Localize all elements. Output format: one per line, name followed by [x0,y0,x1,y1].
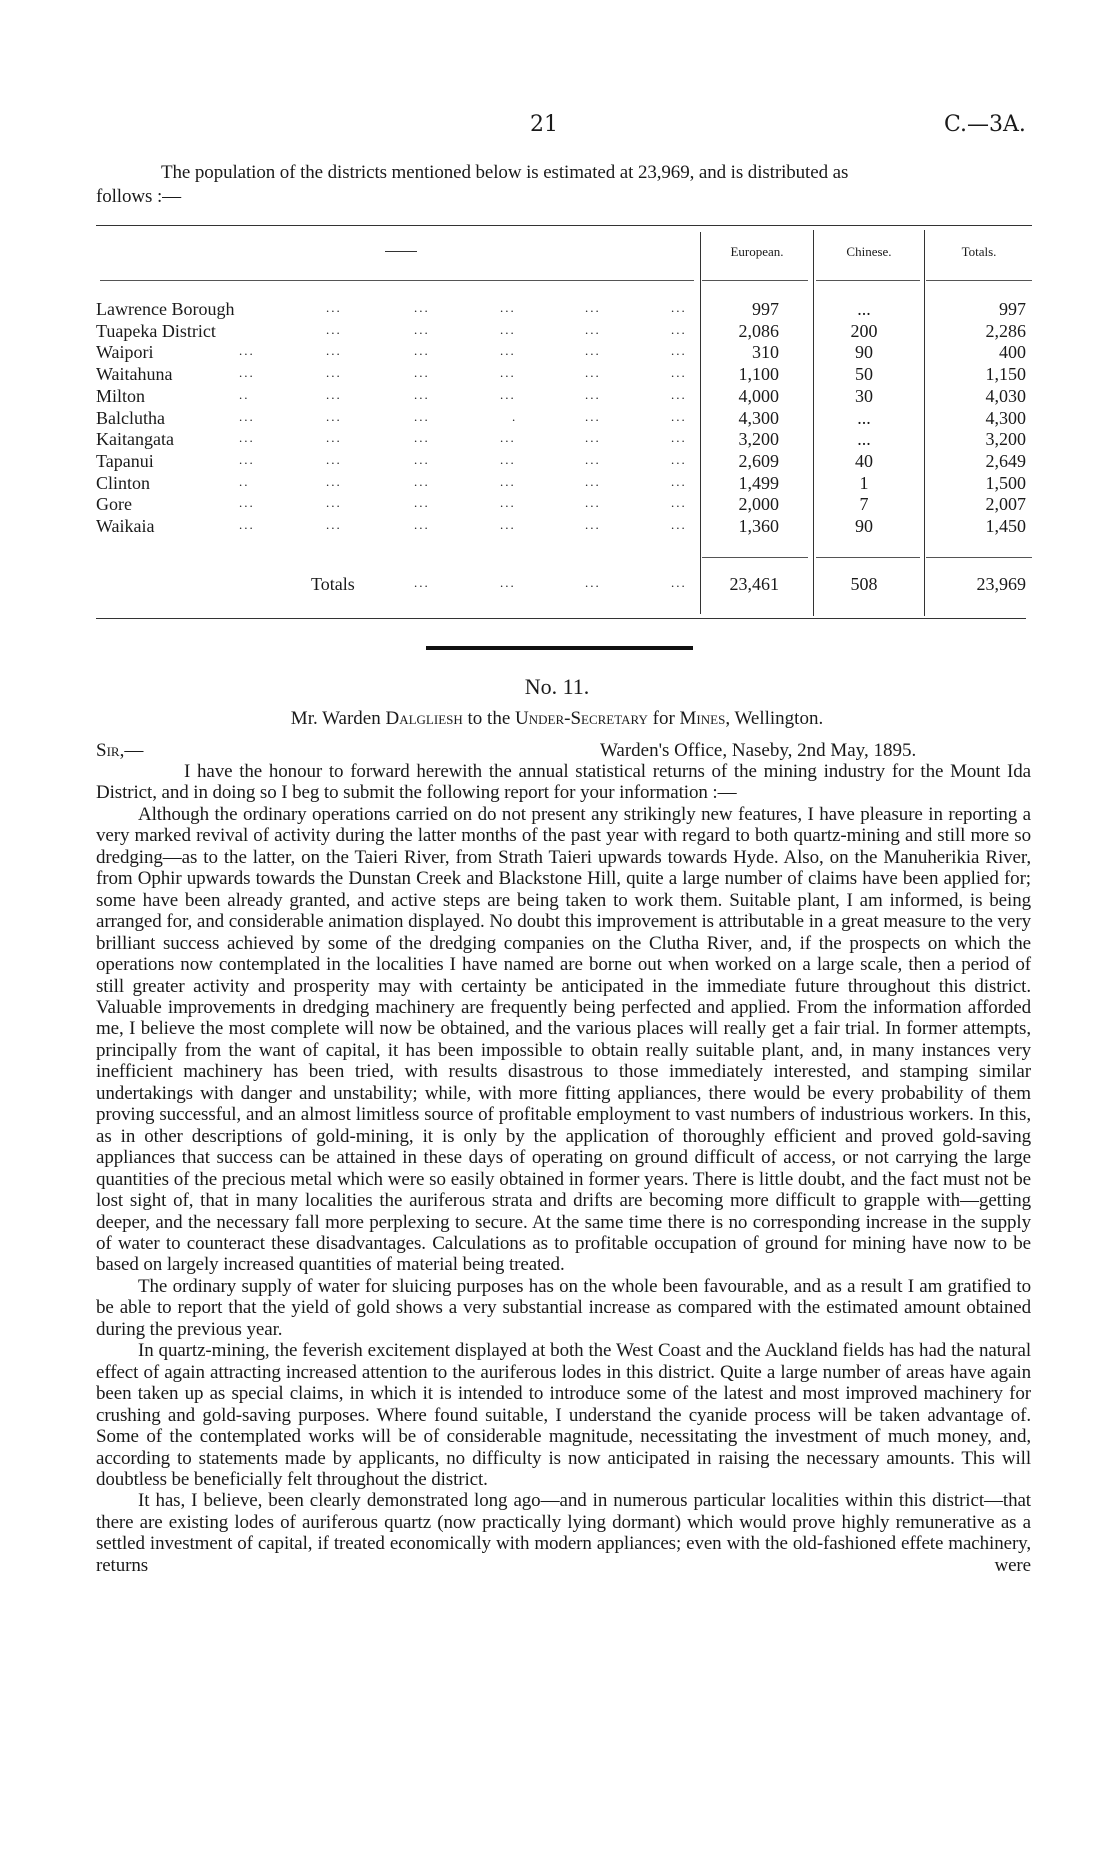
totals-label: Totals [311,574,355,594]
district-name: Waikaia [96,516,155,536]
section-divider [426,646,693,650]
chinese-value: 90 [855,342,873,363]
european-value: 1,360 [738,516,779,536]
page-number: 21 [530,112,558,137]
document-reference: C.—3A. [944,112,1026,137]
department: Mines [679,708,726,729]
chinese-value: ... [857,407,871,428]
european-value: 997 [752,299,779,319]
table-row: Kaitangata ... ... ... ... ... ... 3,200 ... 3,200 [96,429,1026,450]
total-value: 400 [999,342,1026,363]
totals-rule-european [702,557,808,558]
intro-text [96,162,1032,183]
district-name: Tapanui [96,450,154,471]
table-row: Lawrence Borough ... ... ... ... ... 997 ... 997 [96,299,1026,319]
table-top-rule [96,225,1032,226]
european-value: 310 [752,342,779,363]
totals-rule-chinese [816,557,920,558]
office-and-date: Warden's Office, Naseby, 2nd May, 1895. [600,740,917,761]
header-rule-district [100,280,694,281]
total-value: 1,500 [985,472,1026,493]
table-bottom-rule [96,618,1026,619]
table-row: Tuapeka District ... ... ... ... ... 2,086 200 2,286 [96,320,1026,341]
recipient-title: Under-Secretary [515,708,648,729]
total-value: 4,030 [985,385,1026,406]
heading-text: for [647,708,680,729]
total-value: 4,300 [985,407,1026,428]
paragraph: Although the ordinary operations carried on do not present any strikingly new features, I have pleasure in reporting a very marked revival of activity during the latter months of the past year with regard to both quartz-mining and still more so dredging—as to the latter, on the Taieri River, from Strath Taieri upwards towards Hyde. Also, on the Manuherikia River, from Ophir upwards towards the Dunstan Creek and Blackstone Hill, quite a large number of claims have been applied for; some have been already granted, and active steps are being taken to work them. Suitable plant, I am informed, is being arranged for, and considerable animation displayed. No doubt this improvement is attributable in a great measure to the very brilliant success achieved by some of the dredging companies on the Clutha River, and, if the prospects on which the operations now contemplated in the localities I have named are borne out when worked on a large scale, then a period of still greater activity and prosperity may with certainty be anticipated in the immediate future throughout this district. Valuable improvements in dredging machinery are frequently being perfected and applied. From the information afforded me, I believe the most complete will now be obtained, and the various places will really get a fair trial. In former attempts, principally from the want of capital, it has been impossible to obtain really suitable plant, and, in many instances very inefficient machinery has been tried, with results disastrous to those immediately interested, and stamping similar undertakings with danger and unstability; while, with more fitting appliances, there would be every probability of them proving successful, and an almost limitless source of profitable employment to vast numbers of industrious workers. In this, as in other descriptions of gold-mining, it is only by the application of thoroughly efficient and proved gold-saving appliances that success can be attained in these days of operating on ground difficult of access, or not carrying the large quantities of the precious metal which were so easily obtained in former years. There is little doubt, and the fact must not be lost sight of, that in many localities the auriferous strata and drifts are becoming more difficult to grapple with—getting deeper, and the necessary fall more perplexing to secure. At the same time there is no corresponding increase in the supply of water to counteract these disadvantages. Calculations as to profitable occupation of ground for mining have now to be based on largely increased quantities of material being treated. [96,803,1031,1276]
district-name: Waipori [96,342,154,363]
european-total: 23,461 [729,574,779,594]
sender-name: Dalgliesh [385,708,463,729]
column-header-european: European. [730,244,784,259]
total-value: 997 [999,299,1026,319]
european-value: 2,609 [738,450,779,471]
chinese-value: 50 [855,364,873,385]
district-name: Waitahuna [96,364,173,385]
total-value: 2,286 [985,320,1026,341]
chinese-value: 30 [855,385,873,406]
district-name: Tuapeka District [96,320,216,341]
column-header-totals: Totals. [961,244,997,259]
total-value: 1,450 [985,516,1026,536]
total-value: 2,649 [985,450,1026,471]
heading-text: Mr. Warden [290,708,386,729]
letter-number: No. 11. [524,674,590,699]
column-header-chinese: Chinese. [846,244,892,259]
table-row: Waipori ... ... ... ... ... ... 310 90 400 [96,342,1026,363]
totals-rule-totals [926,557,1032,558]
chinese-value: ... [857,299,871,319]
european-value: 1,499 [738,472,779,493]
district-name: Balclutha [96,407,165,428]
district-name: Kaitangata [96,429,174,450]
chinese-value: 1 [859,472,869,493]
salutation: Sir,— [96,740,144,761]
european-value: 4,000 [738,385,779,406]
grand-total: 23,969 [976,574,1026,594]
european-value: 2,086 [738,320,779,341]
district-name: Milton [96,385,146,406]
intro-line-2: follows :— [96,186,182,207]
european-value: 2,000 [738,494,779,515]
table-row: Waikaia ... ... ... ... ... ... 1,360 90 1,450 [96,516,1026,536]
header-rule-totals [926,280,1032,281]
european-value: 3,200 [738,429,779,450]
heading-text: , Wellington. [725,708,824,729]
european-value: 4,300 [738,407,779,428]
paragraph: I have the honour to forward herewith the annual statistical returns of the mining industry for the Mount Ida District, and in doing so I beg to submit the following report for your information :— [96,761,1031,804]
paragraph: The ordinary supply of water for sluicing purposes has on the whole been favourable, and as a result I am gratified to be able to report that the yield of gold shows a very substantial increase as compared with the estimated amount obtained during the previous year. [96,1275,1031,1340]
paragraph: In quartz-mining, the feverish excitement displayed at both the West Coast and the Auckland fields has had the natural effect of again attracting increased attention to the auriferous lodes in this district. Quite a large number of areas have again been taken up as special claims, in which it is intended to introduce some of the latest and most improved machinery for crushing and gold-saving purposes. Where found suitable, I understand the cyanide process will be taken advantage of. Some of the contemplated works will be of considerable magnitude, necessitating the investment of much money, and, according to statements made by applicants, no difficulty is now anticipated in raising the necessary amounts. This will doubtless be beneficially felt throughout the district. [96,1340,1031,1490]
chinese-value: 200 [850,320,878,341]
chinese-value: 7 [859,494,869,515]
chinese-total: 508 [850,574,878,594]
european-value: 1,100 [738,364,779,385]
table-row: Balclutha ... ... ... . ... ... 4,300 ... 4,300 [96,407,1026,428]
totals-row: Totals ... ... ... ... 23,461 508 23,969 [311,574,1026,594]
header-rule-chinese [816,280,920,281]
letter-heading [0,708,1114,730]
district-name: Clinton [96,472,151,493]
table-row: Gore ... ... ... ... ... ... 2,000 7 2,007 [96,494,1026,515]
header-rule-european [702,280,808,281]
blank-header-dash [385,251,417,252]
letter-body [96,761,1031,1576]
intro-line-1: The population of the districts mentioned below is estimated at 23,969, and is distributed as [161,162,849,183]
chinese-value: ... [857,429,871,450]
table-row: Waitahuna ... ... ... ... ... ... 1,100 50 1,150 [96,364,1026,385]
chinese-value: 90 [855,516,873,536]
table-row: Milton .. ... ... ... ... ... 4,000 30 4,030 [96,385,1026,406]
table-row: Tapanui ... ... ... ... ... ... 2,609 40 2,649 [96,450,1026,471]
heading-text: to the [462,708,516,729]
total-value: 3,200 [985,429,1026,450]
district-name: Lawrence Borough [96,299,235,319]
table-row: Clinton .. ... ... ... ... ... 1,499 1 1,500 [96,472,1026,493]
chinese-value: 40 [855,450,873,471]
paragraph: It has, I believe, been clearly demonstrated long ago—and in numerous particular localities within this district—that there are existing lodes of auriferous quartz (now practically lying dormant) which would prove highly remunerative as a settled investment of capital, if treated economically with modern appliances; even with the old-fashioned effete machinery, returns were [96,1490,1031,1576]
total-value: 1,150 [985,364,1026,385]
district-name: Gore [96,494,132,515]
total-value: 2,007 [985,494,1026,515]
